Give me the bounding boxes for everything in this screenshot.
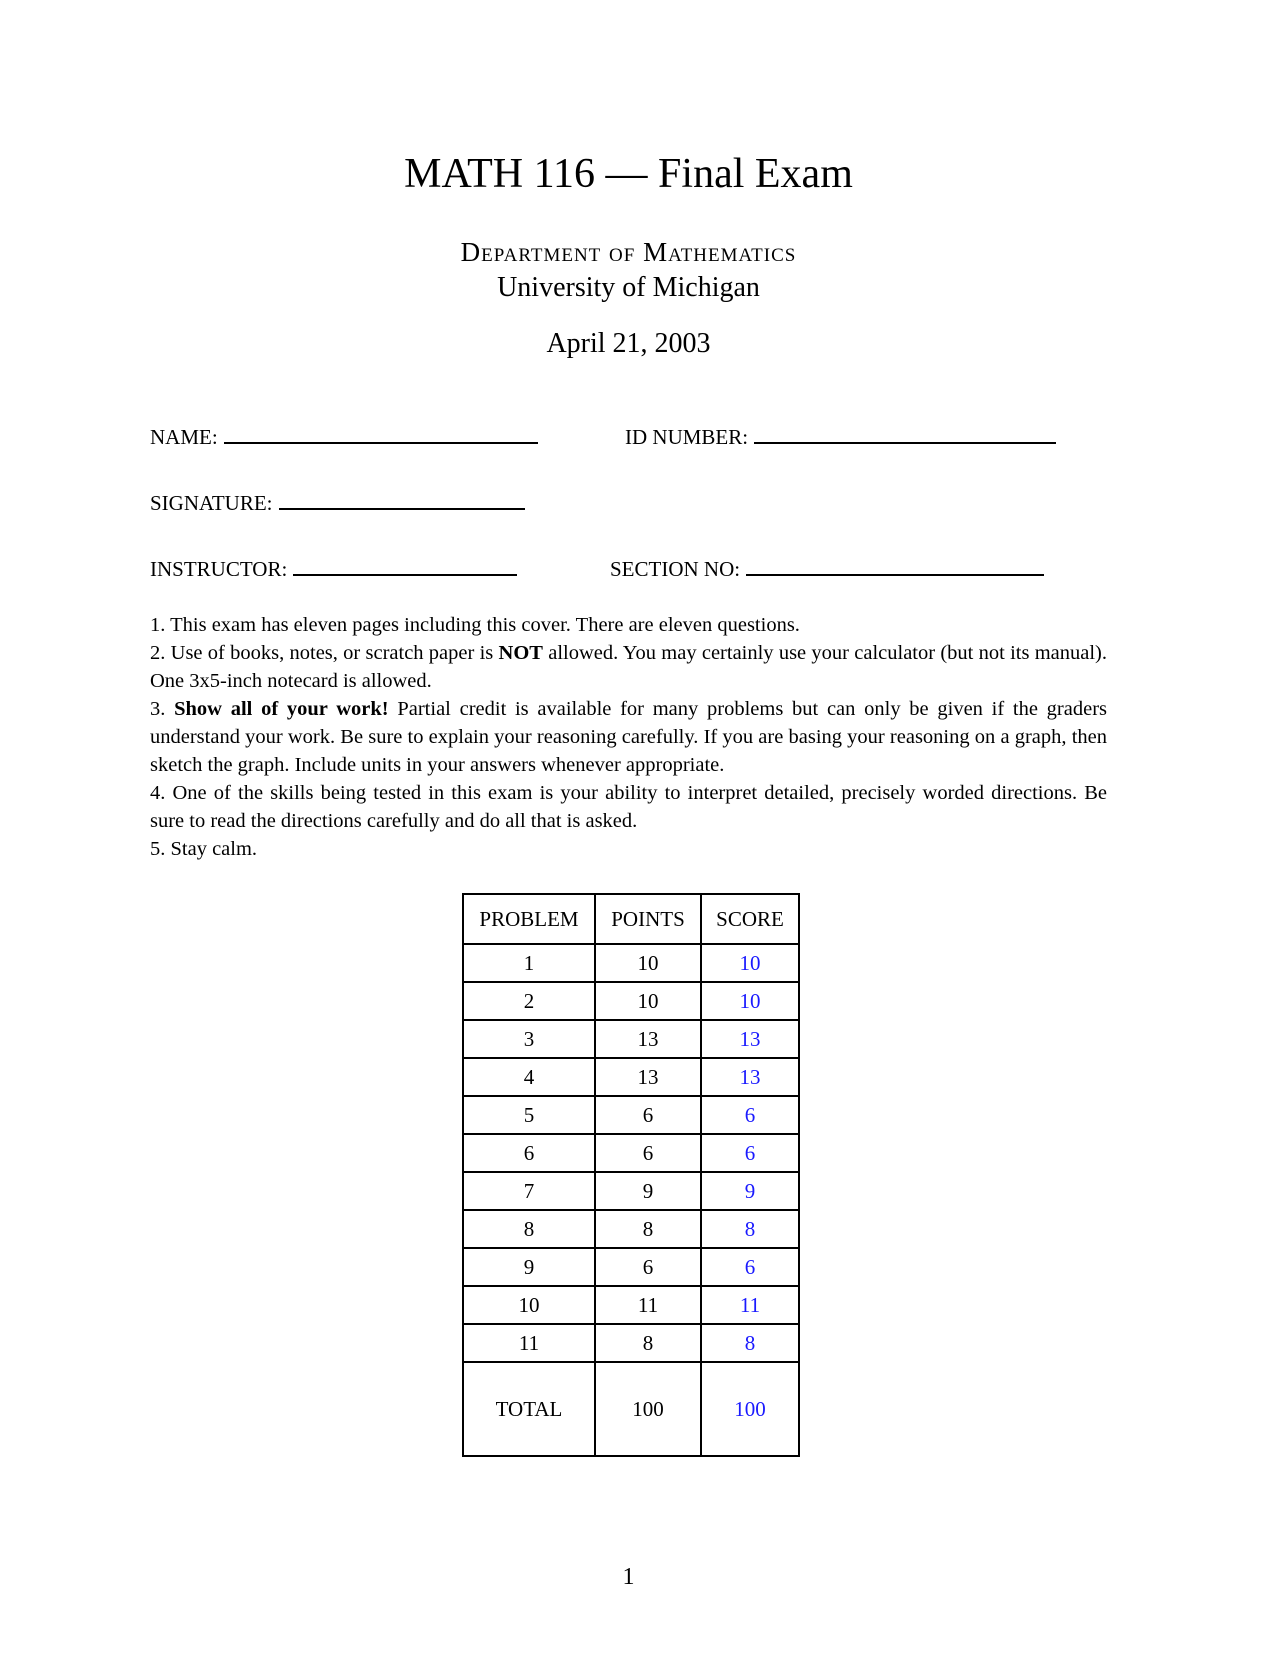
instructor-field[interactable] (150, 554, 517, 582)
id-number-field[interactable] (625, 422, 1056, 450)
table-row (463, 1248, 799, 1286)
instruction-1: 1. This exam has eleven pages including this cover. There are eleven questions. (150, 614, 800, 636)
instructor-blank[interactable] (293, 554, 517, 576)
instruction-3-emphasis: Show all of your work! (174, 698, 389, 720)
score-cell[interactable]: 8 (701, 1324, 799, 1362)
problem-cell: 3 (463, 1020, 595, 1058)
points-cell: 10 (595, 944, 701, 982)
name-field[interactable] (150, 422, 538, 450)
exam-date: April 21, 2003 (546, 328, 711, 359)
problem-cell: 8 (463, 1210, 595, 1248)
score-table (462, 893, 800, 1457)
instruction-2-text-post: allowed. You may certainly use your calculator (but not its manual). One 3x5-inch notecard is allowed. (150, 642, 1108, 692)
score-cell[interactable]: 10 (701, 982, 799, 1020)
problem-cell: 6 (463, 1134, 595, 1172)
points-cell: 6 (595, 1248, 701, 1286)
table-header-row (463, 894, 799, 944)
points-cell: 13 (595, 1058, 701, 1096)
score-cell[interactable]: 11 (701, 1286, 799, 1324)
total-label: TOTAL (463, 1362, 595, 1456)
table-row (463, 1134, 799, 1172)
table-row (463, 1020, 799, 1058)
points-cell: 6 (595, 1096, 701, 1134)
score-cell[interactable]: 10 (701, 944, 799, 982)
page-number: 1 (622, 1564, 635, 1590)
instruction-2 (150, 639, 1107, 695)
score-cell[interactable]: 6 (701, 1248, 799, 1286)
total-score[interactable]: 100 (701, 1362, 799, 1456)
points-cell: 6 (595, 1134, 701, 1172)
table-row (463, 944, 799, 982)
department-name: Department of Mathematics (460, 237, 797, 267)
section-number-blank[interactable] (746, 554, 1044, 576)
score-cell[interactable]: 6 (701, 1134, 799, 1172)
problem-cell: 5 (463, 1096, 595, 1134)
total-row (463, 1362, 799, 1456)
instruction-3-text-post: Partial credit is available for many problems but can only be given if the graders understand your work. Be sure to explain your reasoning carefully. If you are basing your reasoning on a graph, then sketch the graph. Include units in your answers whenever appropriate. (150, 698, 1108, 776)
instruction-2-emphasis: NOT (498, 642, 543, 664)
problem-cell: 10 (463, 1286, 595, 1324)
score-cell[interactable]: 13 (701, 1020, 799, 1058)
points-cell: 8 (595, 1324, 701, 1362)
signature-field[interactable] (150, 488, 525, 516)
header-score: SCORE (701, 894, 799, 944)
id-number-blank[interactable] (754, 422, 1056, 444)
table-row (463, 1210, 799, 1248)
points-cell: 8 (595, 1210, 701, 1248)
instruction-3-text-pre: 3. (150, 698, 175, 720)
table-row (463, 1172, 799, 1210)
name-blank[interactable] (224, 422, 538, 444)
problem-cell: 11 (463, 1324, 595, 1362)
section-number-field[interactable] (610, 554, 1044, 582)
name-label: NAME: (150, 425, 218, 449)
header-points: POINTS (595, 894, 701, 944)
score-cell[interactable]: 8 (701, 1210, 799, 1248)
header-problem: PROBLEM (463, 894, 595, 944)
instructor-label: INSTRUCTOR: (150, 557, 288, 581)
university-name: University of Michigan (497, 272, 760, 303)
problem-cell: 1 (463, 944, 595, 982)
signature-label: SIGNATURE: (150, 491, 273, 515)
instruction-2-text-pre: 2. Use of books, notes, or scratch paper is (150, 642, 499, 664)
points-cell: 9 (595, 1172, 701, 1210)
points-cell: 11 (595, 1286, 701, 1324)
points-cell: 10 (595, 982, 701, 1020)
table-row (463, 1096, 799, 1134)
instruction-5: 5. Stay calm. (150, 838, 258, 860)
table-row (463, 1324, 799, 1362)
points-cell: 13 (595, 1020, 701, 1058)
score-cell[interactable]: 6 (701, 1096, 799, 1134)
instruction-4: 4. One of the skills being tested in this exam is your ability to interpret detailed, precisely worded directions. Be sure to read the directions carefully and do all that is asked. (150, 782, 1107, 832)
score-cell[interactable]: 9 (701, 1172, 799, 1210)
problem-cell: 2 (463, 982, 595, 1020)
signature-blank[interactable] (279, 488, 525, 510)
id-number-label: ID NUMBER: (625, 425, 749, 449)
table-row (463, 1058, 799, 1096)
exam-instructions (150, 611, 1107, 863)
section-number-label: SECTION NO: (610, 557, 741, 581)
problem-cell: 9 (463, 1248, 595, 1286)
problem-cell: 4 (463, 1058, 595, 1096)
total-points: 100 (595, 1362, 701, 1456)
problem-cell: 7 (463, 1172, 595, 1210)
exam-title: MATH 116 — Final Exam (404, 151, 853, 197)
table-row (463, 1286, 799, 1324)
instruction-3 (150, 695, 1107, 779)
score-cell[interactable]: 13 (701, 1058, 799, 1096)
table-row (463, 982, 799, 1020)
